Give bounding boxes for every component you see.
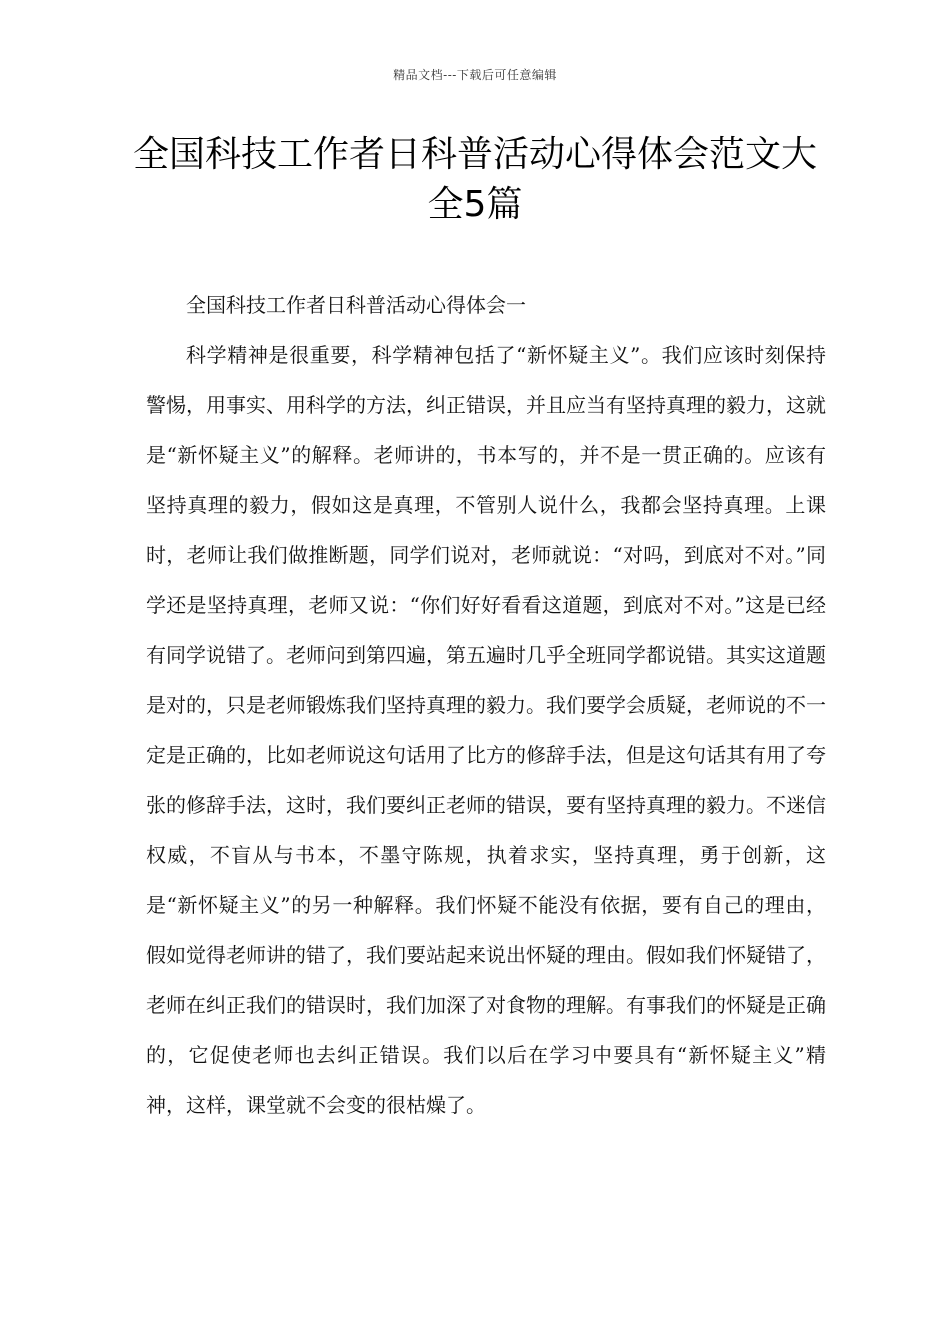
section-heading: 全国科技工作者日科普活动心得体会一: [186, 293, 526, 317]
body-paragraph: 科学精神是很重要，科学精神包括了“新怀疑主义”。我们应该时刻保持警惕，用事实、用科学的方法，纠正错误，并且应当有坚持真理的毅力，这就是“新怀疑主义”的解释。老师讲的，书本写的，并不是一贯正确的。应该有坚持真理的毅力，假如这是真理，不管别人说什么，我都会坚持真理。上课时，老师让我们做推断题，同学们说对，老师就说：“对吗，到底对不对。”同学还是坚持真理，老师又说：“你们好好看看这道题，到底对不对。”这是已经有同学说错了。老师问到第四遍，第五遍时几乎全班同学都说错。其实这道题是对的，只是老师锻炼我们坚持真理的毅力。我们要学会质疑，老师说的不一定是正确的，比如老师说这句话用了比方的修辞手法，但是这句话其有用了夸张的修辞手法，这时，我们要纠正老师的错误，要有坚持真理的毅力。不迷信权威，不盲从与书本，不墨守陈规，执着求实，坚持真理，勇于创新，这是“新怀疑主义”的另一种解释。我们怀疑不能没有依据，要有自己的理由，假如觉得老师讲的错了，我们要站起来说出怀疑的理由。假如我们怀疑错了，老师在纠正我们的错误时，我们加深了对食物的理解。有事我们的怀疑是正确的，它促使老师也去纠正错误。我们以后在学习中要具有“新怀疑主义”精神，这样，课堂就不会变的很枯燥了。: [146, 343, 826, 1117]
document-title: 全国科技工作者日科普活动心得体会范文大全5篇: [132, 134, 817, 225]
document-body: [146, 280, 826, 1130]
page-header: 精品文档---下载后可任意编辑: [393, 68, 557, 82]
